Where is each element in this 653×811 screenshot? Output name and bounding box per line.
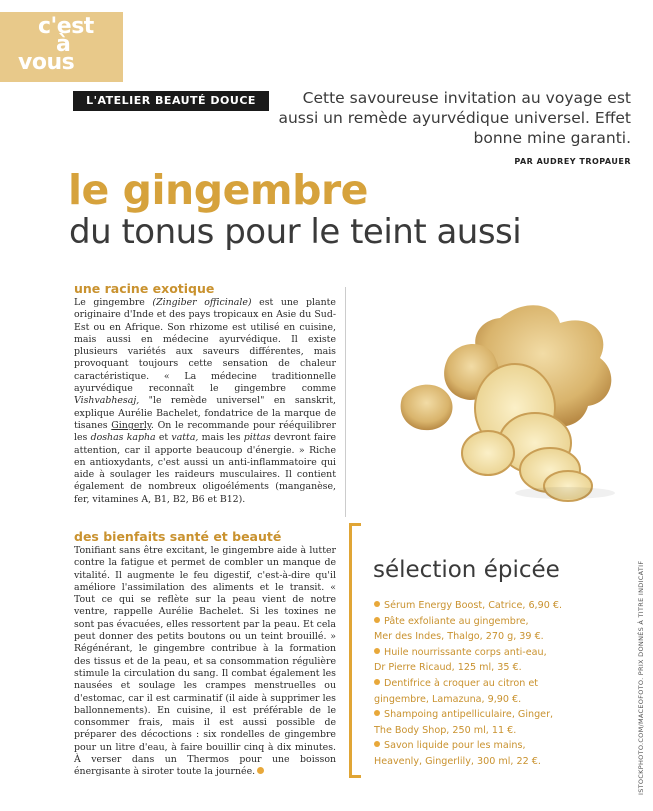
section-heading-benefits: des bienfaits santé et beauté — [74, 529, 282, 544]
page-subtitle: du tonus pour le teint aussi — [69, 212, 522, 252]
section-heading-exotic-root: une racine exotique — [74, 281, 215, 296]
intro-text: Cette savoureuse invitation au voyage est aussi un remède ayurvédique universel. Effet bonne mine garanti. — [278, 89, 631, 147]
brand-link: Gingerly — [111, 419, 151, 431]
bullet-icon — [374, 679, 380, 685]
byline: PAR AUDREY TROPAUER — [514, 157, 631, 166]
badge-line-2: à — [56, 32, 71, 57]
end-mark-icon — [257, 767, 264, 774]
page-title: le gingembre — [68, 166, 368, 214]
selection-title: sélection épicée — [373, 557, 560, 583]
list-item: Huile nourrissante corps anti-eau, Dr Pierre Ricaud, 125 ml, 35 €. — [374, 646, 547, 674]
section-body-benefits: Tonifiant sans être excitant, le gingembre aide à lutter contre la fatigue et permet de combler un manque de vitalité. Il augmente le feu digestif, c'est-à-dire qu'il améliore l'assimilation des aliments et le transit. « Tout ce qui se reflète sur la peau vient de notre ventre, rappelle Aurélie Bachelet. Si les toxines ne sont pas évacuées, elles ressortent par la peau. Et cela peut donner des petits boutons ou un teint brouillé. » Régénérant, le gingembre contribue à la formation des tissus et de la peau, et sa consommation régulière stimule la circulation du sang. Il combat également les nausées et soulage les crampes menstruelles ou d'estomac, car il est carminatif (il aide à supprimer les ballonnements). En cuisine, il est préférable de le consommer frais, mais il est aussi possible de préparer des décoctions : six rondelles de gingembre pour un litre d'eau, à faire bouillir cinq à dix minutes. À verser dans un Thermos pour une boisson énergisante à siroter toute la journée. — [74, 545, 336, 778]
rubric-label: L'ATELIER BEAUTÉ DOUCE — [73, 91, 269, 111]
list-item: Sérum Energy Boost, Catrice, 6,90 €. — [374, 598, 634, 614]
badge-line-3: vous — [18, 50, 75, 75]
bullet-icon — [374, 741, 380, 747]
list-item: Pâte exfoliante au gingembre, Mer des Indes, Thalgo, 270 g, 39 €. — [374, 615, 544, 643]
cest-a-vous-badge — [0, 12, 123, 82]
bullet-icon — [374, 710, 380, 716]
list-item: Dentifrice à croquer au citron et gingembre, Lamazuna, 9,90 €. — [374, 677, 538, 705]
bullet-icon — [374, 617, 380, 623]
list-item: Savon liquide pour les mains, Heavenly, Gingerlily, 300 ml, 22 €. — [374, 740, 541, 767]
column-divider — [345, 287, 346, 517]
section-body-exotic-root: Le gingembre (Zingiber officinale) est une plante originaire d'Inde et des pays tropicaux en Asie du Sud-Est ou en Afrique. Son rhizome est utilisé en cuisine, mais aussi en médecine ayurvédique. Il existe plusieurs variétés aux saveurs différentes, mais provoquant toujours cette sensation de chaleur caractéristique. « La médecine traditionnelle ayurvédique reconnaît le gingembre comme Vishvabhesaj, "le remède universel" en sanskrit, explique Aurélie Bachelet, fondatrice de la marque de tisanes Gingerly. On le recommande pour rééquilibrer les doshas kapha et vatta, mais les pittas devront faire attention, car il apporte beaucoup d'énergie. » Riche en antioxydants, c'est aussi un anti-inflammatoire qui aide à soulager les raideurs musculaires. Il contient également de nombreux oligoéléments (manganèse, fer, vitamines A, B1, B2, B6 et B12). — [74, 297, 337, 505]
bullet-icon — [374, 648, 380, 654]
list-item: Shampoing antipelliculaire, Ginger, The Body Shop, 250 ml, 11 €. — [374, 709, 554, 736]
ginger-root-image — [350, 278, 625, 508]
selection-bracket — [349, 523, 361, 778]
photo-credit: ISTOCKPHOTO.COM/MACEOFOTO. PRIX DONNÉS À TITRE INDICATIF — [637, 560, 645, 795]
selection-list — [374, 598, 634, 770]
badge-line-1: c'est — [38, 14, 94, 39]
bullet-icon — [374, 601, 380, 607]
